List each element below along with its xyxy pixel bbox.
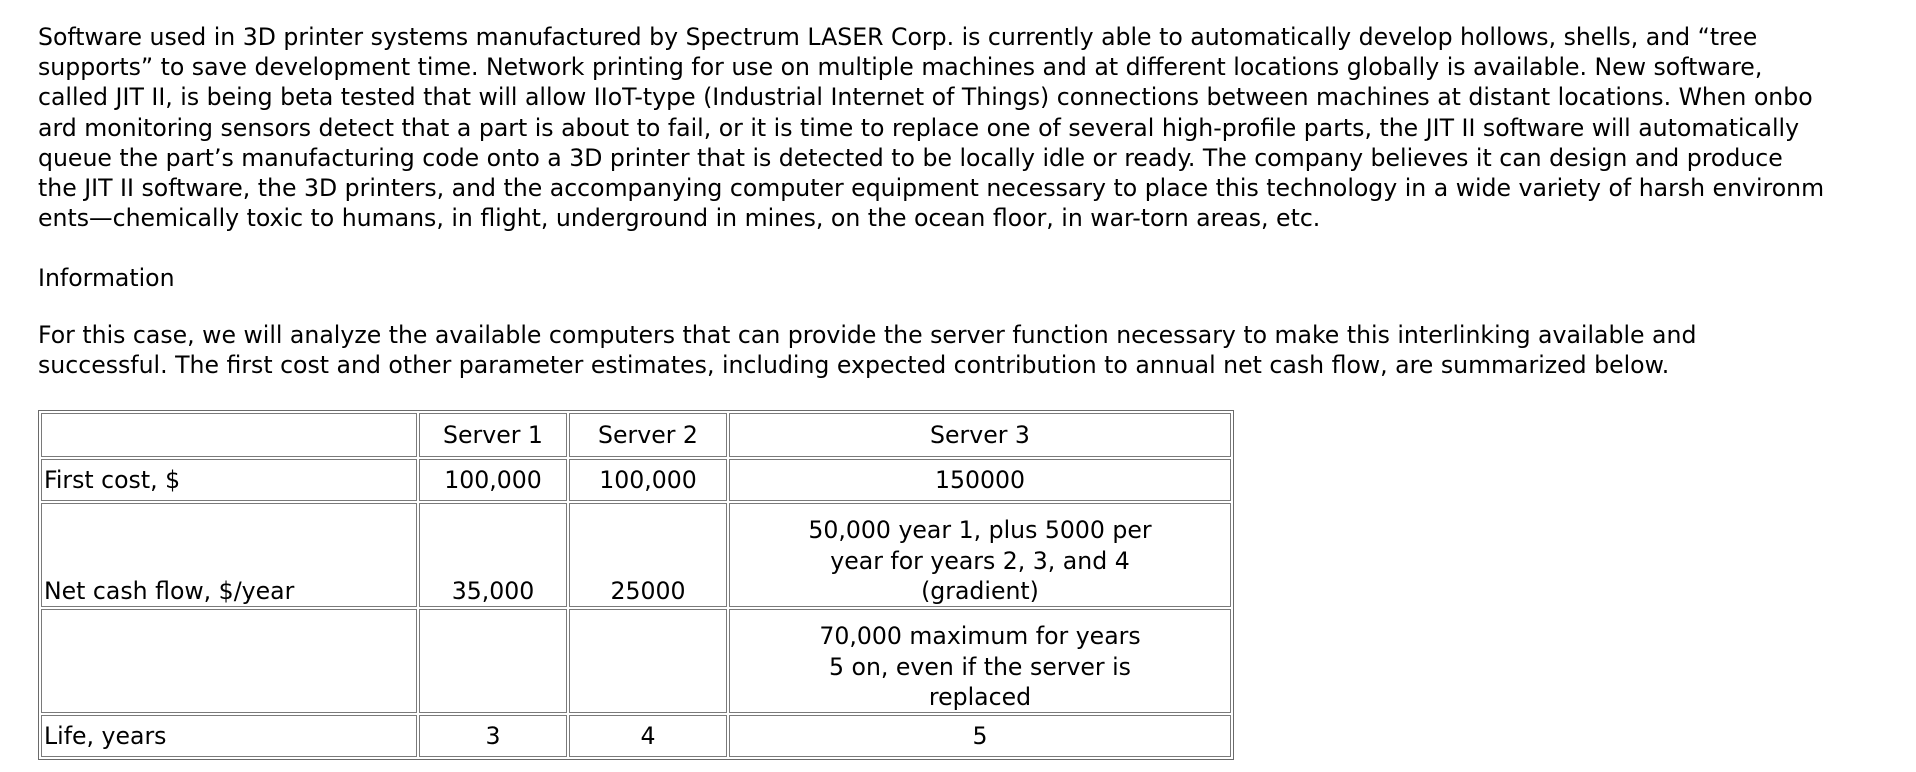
net-cash-server-3	[729, 503, 1231, 607]
paragraph-line: the JIT II software, the 3D printers, and the accompanying computer equipment necessary to place this technology in a wide variety of harsh environm	[38, 174, 1825, 203]
life-server-3: 5	[729, 715, 1231, 757]
net-cash-server-1: 35,000	[419, 503, 567, 607]
paragraph-line: called JIT II, is being beta tested that will allow IIoT-type (Industrial Internet of Things) connections between machines at distant locations. When onbo	[38, 83, 1813, 112]
table-row-first-cost	[41, 459, 1231, 501]
table-row-life	[41, 715, 1231, 757]
header-server-1: Server 1	[419, 413, 567, 457]
cell-line: replaced	[928, 682, 1032, 711]
header-server-3: Server 3	[729, 413, 1231, 457]
paragraph-line: ents—chemically toxic to humans, in flight, underground in mines, on the ocean floor, in war-torn areas, etc.	[38, 204, 1321, 233]
life-server-1: 3	[419, 715, 567, 757]
first-cost-server-2: 100,000	[569, 459, 727, 501]
row-label-life: Life, years	[41, 715, 417, 757]
max-server-1	[419, 609, 567, 713]
row-label-empty	[41, 609, 417, 713]
paragraph-line: queue the part’s manufacturing code onto a 3D printer that is detected to be locally idle or ready. The company believes it can design and produce	[38, 143, 1783, 172]
header-server-2: Server 2	[569, 413, 727, 457]
cell-line: 70,000 maximum for years	[819, 622, 1141, 651]
intro-paragraph	[38, 22, 1878, 233]
max-server-3	[729, 609, 1231, 713]
server-comparison-table	[38, 410, 1234, 760]
paragraph-line: successful. The first cost and other parameter estimates, including expected contribution to annual net cash flow, are summarized below.	[38, 351, 1670, 380]
paragraph-line: For this case, we will analyze the available computers that can provide the server function necessary to make this interlinking available and	[38, 321, 1697, 349]
case-paragraph	[38, 320, 1696, 380]
cell-line: year for years 2, 3, and 4	[830, 546, 1130, 575]
paragraph-line: supports” to save development time. Network printing for use on multiple machines and at different locations globally is available. New software,	[38, 53, 1763, 82]
max-server-2	[569, 609, 727, 713]
paragraph-line: ard monitoring sensors detect that a part is about to fail, or it is time to replace one of several high-profile parts, the JIT II software will automatically	[38, 113, 1800, 142]
cell-line: 50,000 year 1, plus 5000 per	[808, 516, 1152, 545]
header-cell-empty	[41, 413, 417, 457]
cell-line: (gradient)	[921, 576, 1039, 605]
row-label-first-cost: First cost, $	[41, 459, 417, 501]
life-server-2: 4	[569, 715, 727, 757]
first-cost-server-1: 100,000	[419, 459, 567, 501]
net-cash-server-2: 25000	[569, 503, 727, 607]
table-row-net-cash-flow	[41, 503, 1231, 607]
table-row-maximum	[41, 609, 1231, 713]
row-label-net-cash-flow: Net cash flow, $/year	[41, 503, 417, 607]
document-body	[38, 22, 1878, 750]
section-heading: Information	[38, 264, 175, 292]
table-header-row	[41, 413, 1231, 457]
first-cost-server-3: 150000	[729, 459, 1231, 501]
paragraph-line: Software used in 3D printer systems manufactured by Spectrum LASER Corp. is currently able to automatically develop hollows, shells, and “tree	[38, 23, 1758, 51]
cell-line: 5 on, even if the server is	[829, 652, 1131, 681]
